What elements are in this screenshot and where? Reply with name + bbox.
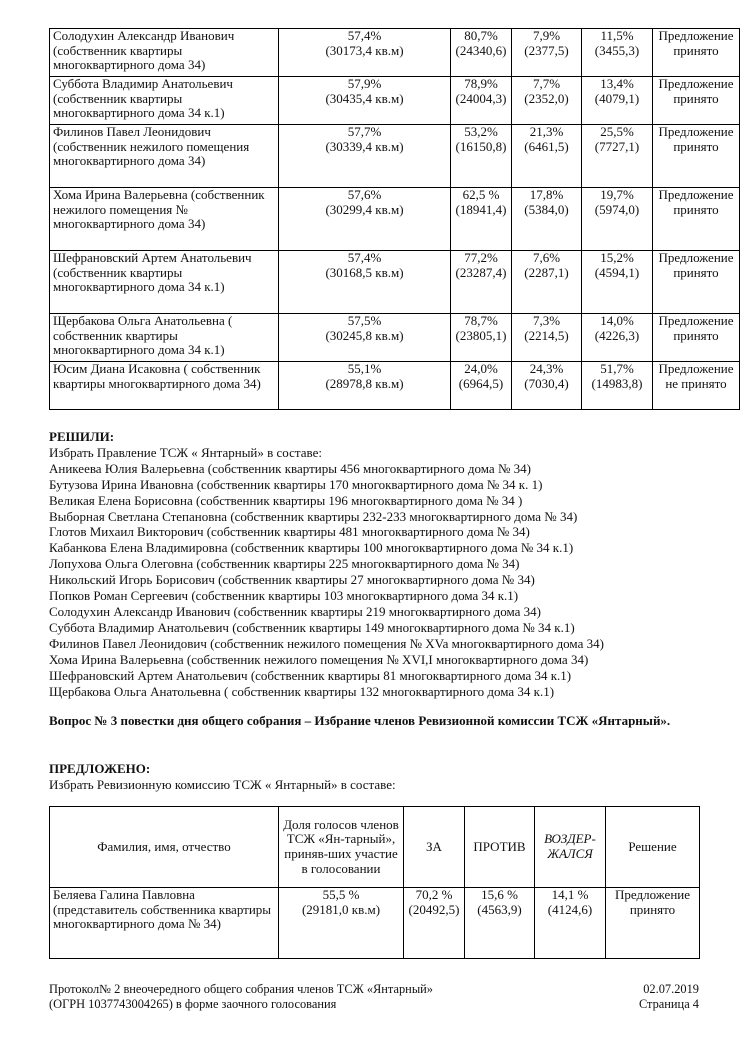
- resolved-intro: Избрать Правление ТСЖ « Янтарный» в составе:: [49, 444, 322, 460]
- vozd-amount: (4079,1): [594, 90, 640, 106]
- decision: Предложение принято: [653, 314, 740, 362]
- protiv-amount: (4563,9): [477, 901, 522, 917]
- share-value: 57,7%: [347, 124, 382, 139]
- protiv-cell: [512, 77, 582, 125]
- vozd-amount: (4124,6): [547, 901, 593, 917]
- za-value: 78,7%: [464, 313, 498, 328]
- protiv-value: 7,7%: [532, 76, 561, 91]
- vozd-cell: [582, 362, 653, 410]
- protiv-value: 15,6 %: [481, 887, 518, 902]
- board-member: Солодухин Александр Иванович (собственник квартиры 219 многоквартирного дома 34): [49, 603, 541, 619]
- member-name: Юсим Диана Исаковна ( собственник квартиры многоквартирного дома 34): [50, 362, 279, 410]
- member-name: Филинов Павел Леонидович (собственник нежилого помещения многоквартирного дома 34): [50, 125, 279, 188]
- footer-protocol: Протокол№ 2 внеочередного общего собрания членов ТСЖ «Янтарный»: [49, 982, 433, 996]
- share-cell: [279, 77, 451, 125]
- share-value: 57,4%: [347, 250, 382, 265]
- decision: Предложение принято: [653, 77, 740, 125]
- table-row: [50, 888, 700, 959]
- board-member: Глотов Михаил Викторович (собственник квартиры 481 многоквартирного дома № 34): [49, 524, 530, 540]
- vozd-amount: (14983,8): [591, 375, 643, 391]
- protiv-cell: [512, 125, 582, 188]
- vozd-value: 13,4%: [600, 76, 634, 91]
- share-amount: (30299,4 кв.м): [325, 201, 404, 217]
- question-3: Вопрос № 3 повестки дня общего собрания – Избрание членов Ревизионной комиссии ТСЖ «Янтарный».: [49, 713, 671, 728]
- member-name: Шефрановский Артем Анатольевич (собственник квартиры многоквартирного дома 34 к.1): [50, 251, 279, 314]
- protiv-amount: (5384,0): [524, 201, 569, 217]
- board-member: Великая Елена Борисовна (собственник квартиры 196 многоквартирного дома № 34 ): [49, 492, 523, 508]
- audit-commission-table: [49, 806, 700, 959]
- za-amount: (24340,6): [455, 42, 507, 58]
- table-row: [50, 125, 740, 188]
- share-amount: (29181,0 кв.м): [301, 901, 381, 917]
- footer-date: 02.07.2019: [643, 982, 699, 996]
- header-decision: Решение: [606, 807, 700, 888]
- header-za: ЗА: [404, 807, 465, 888]
- resolved-section: [49, 429, 709, 699]
- protiv-amount: (6461,5): [524, 138, 569, 154]
- share-cell: [279, 362, 451, 410]
- results-table: [49, 28, 740, 410]
- table-row: [50, 188, 740, 251]
- share-cell: [279, 251, 451, 314]
- vozd-value: 51,7%: [600, 361, 634, 376]
- board-member: Филинов Павел Леонидович (собственник нежилого помещения № XVa многоквартирного дома 34): [49, 635, 604, 651]
- za-cell: [451, 188, 512, 251]
- page-footer: [49, 982, 699, 1012]
- protiv-amount: (7030,4): [524, 375, 569, 391]
- share-value: 55,5 %: [322, 887, 360, 902]
- za-value: 78,9%: [464, 76, 498, 91]
- board-member: Шефрановский Артем Анатольевич (собственник квартиры 81 многоквартирного дома 34 к.1): [49, 667, 572, 683]
- member-name: Суббота Владимир Анатольевич (собственник квартиры многоквартирного дома 34 к.1): [50, 77, 279, 125]
- protiv-value: 7,6%: [532, 250, 561, 265]
- za-amount: (23287,4): [455, 264, 507, 280]
- board-member: Попков Роман Сергеевич (собственник квартиры 103 многоквартирного дома 34 к.1): [49, 588, 519, 604]
- protiv-amount: (2377,5): [524, 42, 569, 58]
- protiv-value: 7,9%: [532, 28, 561, 43]
- board-member: Бутузова Ирина Ивановна (собственник квартиры 170 многоквартирного дома № 34 к. 1): [49, 476, 543, 492]
- decision: Предложение принято: [653, 251, 740, 314]
- proposed-heading: ПРЕДЛОЖЕНО:: [49, 761, 151, 776]
- za-cell: [451, 362, 512, 410]
- proposed-section: [49, 761, 709, 793]
- proposed-intro: Избрать Ревизионную комиссию ТСЖ « Янтарный» в составе:: [49, 776, 396, 792]
- board-member: Суббота Владимир Анатольевич (собственник квартиры 149 многоквартирного дома № 34 к.1): [49, 619, 575, 635]
- protiv-amount: (2287,1): [524, 264, 569, 280]
- za-value: 24,0%: [464, 361, 498, 376]
- za-cell: [451, 77, 512, 125]
- board-member: Аникеева Юлия Валерьевна (собственник квартиры 456 многоквартирного дома № 34): [49, 460, 531, 476]
- vozd-value: 14,0%: [600, 313, 634, 328]
- za-amount: (24004,3): [455, 90, 507, 106]
- board-member: Никольский Игорь Борисович (собственник квартиры 27 многоквартирного дома № 34): [49, 572, 535, 588]
- board-members-list: [49, 461, 709, 700]
- protiv-value: 7,3%: [532, 313, 561, 328]
- board-member: Выборная Светлана Степановна (собственник квартиры 232-233 многоквартирного дома № 34): [49, 508, 578, 524]
- za-amount: (20492,5): [408, 901, 460, 917]
- resolved-heading: РЕШИЛИ:: [49, 429, 115, 444]
- vozd-amount: (7727,1): [594, 138, 640, 154]
- vozd-cell: [582, 251, 653, 314]
- za-value: 70,2 %: [415, 887, 453, 902]
- za-amount: (6964,5): [458, 375, 504, 391]
- decision: Предложение принято: [653, 125, 740, 188]
- header-vozd: ВОЗДЕР-ЖАЛСЯ: [535, 807, 606, 888]
- vozd-amount: (4226,3): [594, 327, 640, 343]
- za-cell: [451, 125, 512, 188]
- vozd-amount: (5974,0): [594, 201, 640, 217]
- table-row: [50, 314, 740, 362]
- protiv-cell: [512, 29, 582, 77]
- share-value: 57,6%: [347, 187, 382, 202]
- board-member: Щербакова Ольга Анатольевна ( собственник квартиры 132 многоквартирного дома 34 к.1): [49, 683, 555, 699]
- footer-page-number: Страница 4: [638, 997, 699, 1011]
- header-protiv: ПРОТИВ: [465, 807, 535, 888]
- za-cell: [451, 314, 512, 362]
- member-name: Хома Ирина Валерьевна (собственник нежилого помещения № многоквартирного дома 34): [50, 188, 279, 251]
- table-header-row: [50, 807, 700, 888]
- vozd-cell: [535, 888, 606, 959]
- vozd-amount: (4594,1): [594, 264, 640, 280]
- share-amount: (30339,4 кв.м): [325, 138, 404, 154]
- member-name: Солодухин Александр Иванович (собственник квартиры многоквартирного дома 34): [50, 29, 279, 77]
- vozd-cell: [582, 188, 653, 251]
- footer-ogrn: (ОГРН 1037743004265) в форме заочного голосования: [49, 997, 337, 1011]
- protiv-value: 21,3%: [529, 124, 564, 139]
- share-amount: (28978,8 кв.м): [325, 375, 404, 391]
- protiv-cell: [512, 362, 582, 410]
- vozd-amount: (3455,3): [594, 42, 640, 58]
- vozd-value: 11,5%: [600, 28, 634, 43]
- header-name: Фамилия, имя, отчество: [50, 807, 279, 888]
- za-cell: [451, 251, 512, 314]
- share-cell: [279, 314, 451, 362]
- board-member: Лопухова Ольга Олеговна (собственник квартиры 225 многоквартирного дома № 34): [49, 556, 520, 572]
- protiv-cell: [512, 188, 582, 251]
- table-row: [50, 251, 740, 314]
- za-value: 53,2%: [464, 124, 498, 139]
- za-amount: (23805,1): [455, 327, 507, 343]
- board-member: Кабанкова Елена Владимировна (собственник квартиры 100 многоквартирного дома № 34 к.1): [49, 540, 574, 556]
- vozd-cell: [582, 77, 653, 125]
- share-amount: (30173,4 кв.м): [325, 42, 404, 58]
- za-value: 77,2%: [464, 250, 498, 265]
- vozd-value: 14,1 %: [551, 887, 589, 902]
- audit-commission-table-body: [50, 888, 700, 959]
- decision: Предложение принято: [653, 29, 740, 77]
- vozd-cell: [582, 125, 653, 188]
- share-value: 55,1%: [347, 361, 382, 376]
- share-amount: (30168,5 кв.м): [325, 264, 404, 280]
- member-name: Беляева Галина Павловна (представитель собственника квартиры многоквартирного дома № 34): [50, 888, 279, 959]
- protiv-cell: [465, 888, 535, 959]
- share-value: 57,9%: [347, 76, 382, 91]
- table-row: [50, 77, 740, 125]
- vozd-cell: [582, 314, 653, 362]
- results-table-body: [50, 29, 740, 410]
- share-amount: (30245,8 кв.м): [325, 327, 404, 343]
- table-row: [50, 362, 740, 410]
- share-cell: [279, 888, 404, 959]
- share-amount: (30435,4 кв.м): [325, 90, 404, 106]
- protiv-value: 24,3%: [529, 361, 564, 376]
- za-value: 62,5 %: [462, 187, 500, 202]
- protiv-amount: (2352,0): [524, 90, 569, 106]
- protiv-amount: (2214,5): [524, 327, 569, 343]
- za-cell: [404, 888, 465, 959]
- za-value: 80,7%: [464, 28, 498, 43]
- protiv-cell: [512, 314, 582, 362]
- za-cell: [451, 29, 512, 77]
- share-cell: [279, 29, 451, 77]
- vozd-value: 19,7%: [600, 187, 634, 202]
- vozd-value: 15,2%: [600, 250, 634, 265]
- protiv-cell: [512, 251, 582, 314]
- vozd-value: 25,5%: [600, 124, 634, 139]
- share-cell: [279, 188, 451, 251]
- share-value: 57,4%: [347, 28, 382, 43]
- share-value: 57,5%: [347, 313, 382, 328]
- decision: Предложение принято: [606, 888, 700, 959]
- za-amount: (16150,8): [455, 138, 507, 154]
- board-member: Хома Ирина Валерьевна (собственник нежилого помещения № XVI,I многоквартирного дома 34): [49, 651, 589, 667]
- protiv-value: 17,8%: [529, 187, 564, 202]
- decision: Предложение принято: [653, 188, 740, 251]
- za-amount: (18941,4): [455, 201, 507, 217]
- header-share: Доля голосов членов ТСЖ «Ян-тарный», приняв-ших участие в голосовании: [279, 807, 404, 888]
- decision: Предложение не принято: [653, 362, 740, 410]
- member-name: Щербакова Ольга Анатольевна ( собственник квартиры многоквартирного дома 34 к.1): [50, 314, 279, 362]
- table-row: [50, 29, 740, 77]
- share-cell: [279, 125, 451, 188]
- vozd-cell: [582, 29, 653, 77]
